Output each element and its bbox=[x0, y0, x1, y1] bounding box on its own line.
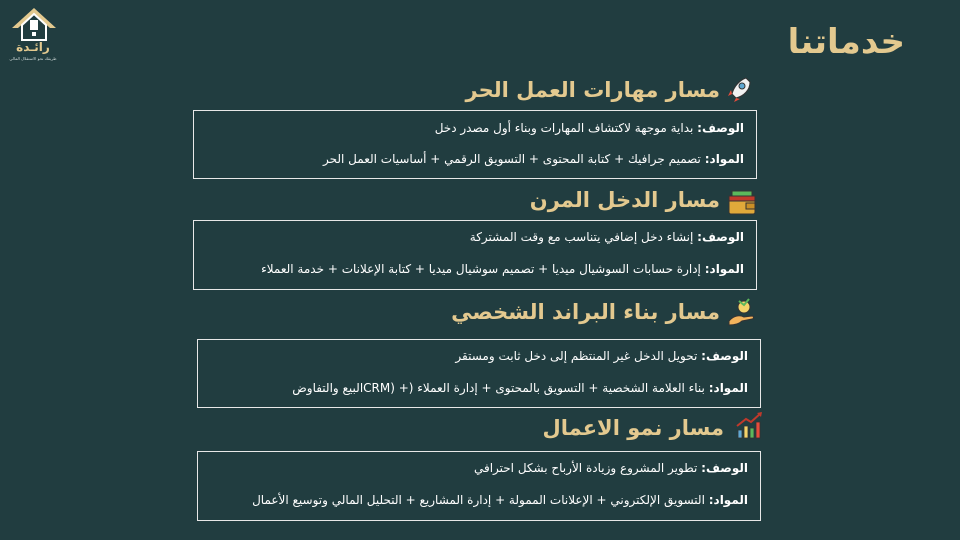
desc-label: الوصف: bbox=[701, 349, 748, 363]
money-hand-icon bbox=[726, 297, 758, 329]
desc-text: تطوير المشروع وزيادة الأرباح بشكل احترافي bbox=[473, 461, 698, 475]
desc-label: الوصف: bbox=[697, 121, 744, 135]
section-title-personal-brand: مسار بناء البراند الشخصي bbox=[451, 300, 720, 324]
desc-label: الوصف: bbox=[697, 230, 744, 244]
section-title-freelance: مسار مهارات العمل الحر bbox=[465, 78, 720, 102]
desc-line bbox=[455, 349, 748, 363]
desc-line bbox=[470, 230, 744, 244]
materials-text: التسويق الإلكتروني + الإعلانات الممولة + إدارة المشاريع + التحليل المالي وتوسيع الأعمال bbox=[252, 493, 705, 507]
materials-text: إدارة حسابات السوشيال ميديا + تصميم سوشيال ميديا + كتابة الإعلانات + خدمة العملاء bbox=[261, 262, 701, 276]
materials-line bbox=[261, 262, 744, 276]
section-box-personal-brand bbox=[197, 339, 761, 408]
desc-text: إنشاء دخل إضافي يتناسب مع وقت المشتركة bbox=[469, 230, 694, 244]
section-box-flexible-income bbox=[193, 220, 757, 290]
desc-text: بداية موجهة لاكتشاف المهارات وبناء أول مصدر دخل bbox=[434, 121, 694, 135]
wallet-icon bbox=[726, 186, 758, 218]
section-box-business-growth bbox=[197, 451, 761, 521]
materials-label: المواد: bbox=[708, 493, 748, 507]
desc-line bbox=[474, 461, 748, 475]
materials-label: المواد: bbox=[704, 152, 744, 166]
section-title-flexible-income: مسار الدخل المرن bbox=[529, 188, 720, 212]
page-title: خدماتنا bbox=[787, 22, 905, 62]
desc-label: الوصف: bbox=[701, 461, 748, 475]
materials-line bbox=[323, 152, 744, 166]
rocket-icon bbox=[722, 74, 754, 106]
desc-line bbox=[435, 121, 744, 135]
materials-line bbox=[292, 381, 748, 395]
materials-text: بناء العلامة الشخصية + التسويق بالمحتوى + إدارة العملاء (+ (CRMالبيع والتفاوض bbox=[292, 381, 705, 395]
materials-label: المواد: bbox=[708, 381, 748, 395]
section-box-freelance bbox=[193, 110, 757, 179]
logo-name: رائـدة bbox=[16, 40, 50, 54]
growth-chart-icon bbox=[734, 410, 766, 442]
section-title-business-growth: مسار نمو الاعمال bbox=[542, 416, 724, 440]
materials-text: تصميم جرافيك + كتابة المحتوى + التسويق الرقمي + أساسيات العمل الحر bbox=[323, 152, 701, 166]
materials-label: المواد: bbox=[704, 262, 744, 276]
logo-tagline: طريقك نحو الاستقلال المالي bbox=[9, 56, 57, 61]
materials-line bbox=[252, 493, 748, 507]
desc-text: تحويل الدخل غير المنتظم إلى دخل ثابت ومستقر bbox=[455, 349, 698, 363]
